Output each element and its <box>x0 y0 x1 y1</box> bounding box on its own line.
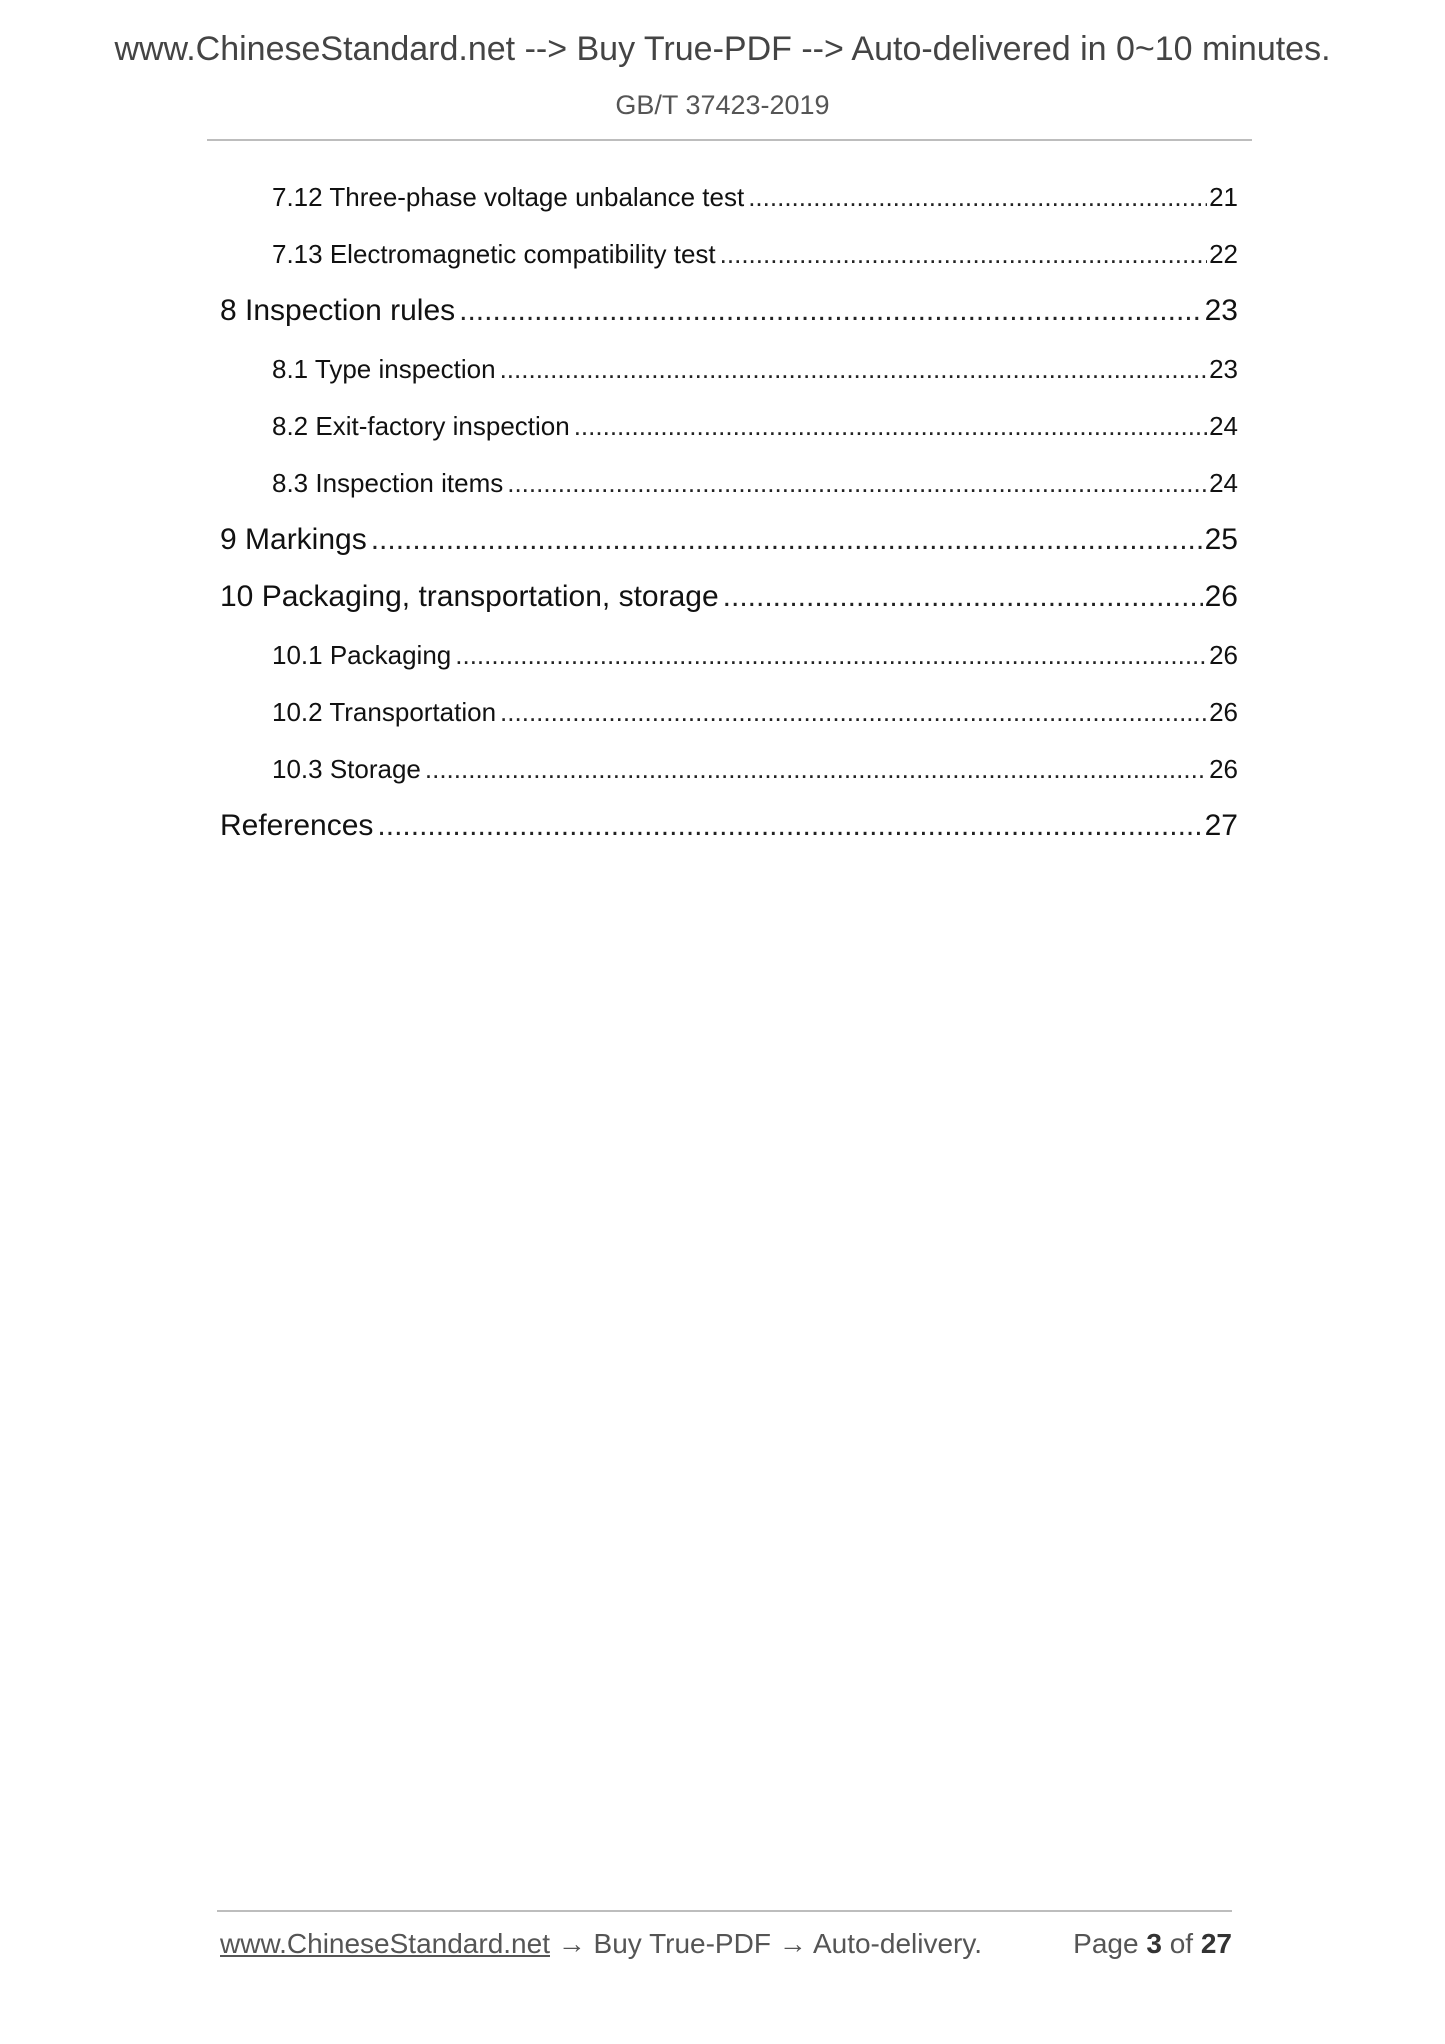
page-label: Page <box>1073 1928 1139 1959</box>
toc-entry-page: 24 <box>1209 468 1238 498</box>
toc-entry-10[interactable] <box>220 580 1238 614</box>
toc-entry-page: 22 <box>1209 239 1238 269</box>
toc-entry-title: 8 Inspection rules <box>220 294 456 327</box>
toc-entry-title: 9 Markings <box>220 523 367 556</box>
toc-entry-page: 23 <box>1204 294 1238 327</box>
toc-dot-leader <box>500 697 1207 728</box>
toc-entry-7-12[interactable] <box>272 182 1238 213</box>
toc-dot-leader <box>507 468 1207 499</box>
toc-entry-title: 10.1 Packaging <box>272 640 452 670</box>
footer-site-link[interactable]: www.ChineseStandard.net <box>220 1928 550 1959</box>
toc-dot-leader <box>500 354 1208 385</box>
page-number <box>1073 1928 1232 1960</box>
toc-entry-7-13[interactable] <box>272 239 1238 270</box>
footer-delivery-text: Auto-delivery. <box>812 1928 983 1959</box>
toc-entry-page: 24 <box>1209 411 1238 441</box>
toc-dot-leader <box>720 239 1207 270</box>
toc-entry-8-1[interactable] <box>272 354 1238 385</box>
arrow-right-icon: → <box>778 1928 807 1959</box>
toc-entry-title: 7.13 Electromagnetic compatibility test <box>272 239 716 269</box>
page-total: 27 <box>1200 1928 1232 1959</box>
toc-dot-leader <box>574 411 1207 442</box>
toc-entry-title: 10.2 Transportation <box>272 697 497 727</box>
footer-divider <box>217 1910 1232 1912</box>
toc-entry-title: 10.3 Storage <box>272 754 421 784</box>
toc-dot-leader <box>748 182 1207 213</box>
toc-dot-leader <box>371 523 1203 557</box>
toc-entry-title: 7.12 Three-phase voltage unbalance test <box>272 182 745 212</box>
toc-dot-leader <box>459 294 1202 328</box>
toc-entry-9[interactable] <box>220 523 1238 557</box>
toc-entry-title: 10 Packaging, transportation, storage <box>220 580 719 613</box>
page-of: of <box>1169 1928 1194 1959</box>
toc-entry-page: 25 <box>1204 523 1238 556</box>
document-id: GB/T 37423-2019 <box>615 90 830 120</box>
toc-entry-page: 21 <box>1209 182 1238 212</box>
arrow-right-icon: → <box>557 1928 586 1959</box>
toc-dot-leader <box>377 809 1202 843</box>
toc-entry-page: 23 <box>1209 354 1238 384</box>
toc-entry-8[interactable] <box>220 294 1238 328</box>
toc-entry-8-3[interactable] <box>272 468 1238 499</box>
toc-entry-page: 27 <box>1204 809 1238 842</box>
toc-entry-8-2[interactable] <box>272 411 1238 442</box>
toc-entry-page: 26 <box>1209 697 1238 727</box>
top-banner: www.ChineseStandard.net --> Buy True-PDF --> Auto-delivered in 0~10 minutes. <box>114 30 1331 68</box>
toc-entry-title: 8.3 Inspection items <box>272 468 504 498</box>
toc-dot-leader <box>723 580 1203 614</box>
footer-buy-text: Buy True-PDF <box>593 1928 771 1959</box>
footer-promo <box>220 1928 982 1960</box>
header-divider <box>207 139 1252 141</box>
toc-entry-title: References <box>220 809 374 842</box>
toc-entry-title: 8.2 Exit-factory inspection <box>272 411 570 441</box>
toc-entry-references[interactable] <box>220 809 1238 843</box>
page-current: 3 <box>1146 1928 1162 1959</box>
toc-entry-10-1[interactable] <box>272 640 1238 671</box>
toc-dot-leader <box>425 754 1207 785</box>
toc-entry-10-2[interactable] <box>272 697 1238 728</box>
toc-entry-title: 8.1 Type inspection <box>272 354 496 384</box>
toc-dot-leader <box>455 640 1207 671</box>
toc-entry-10-3[interactable] <box>272 754 1238 785</box>
toc-entry-page: 26 <box>1209 754 1238 784</box>
toc-entry-page: 26 <box>1209 640 1238 670</box>
toc-entry-page: 26 <box>1204 580 1238 613</box>
